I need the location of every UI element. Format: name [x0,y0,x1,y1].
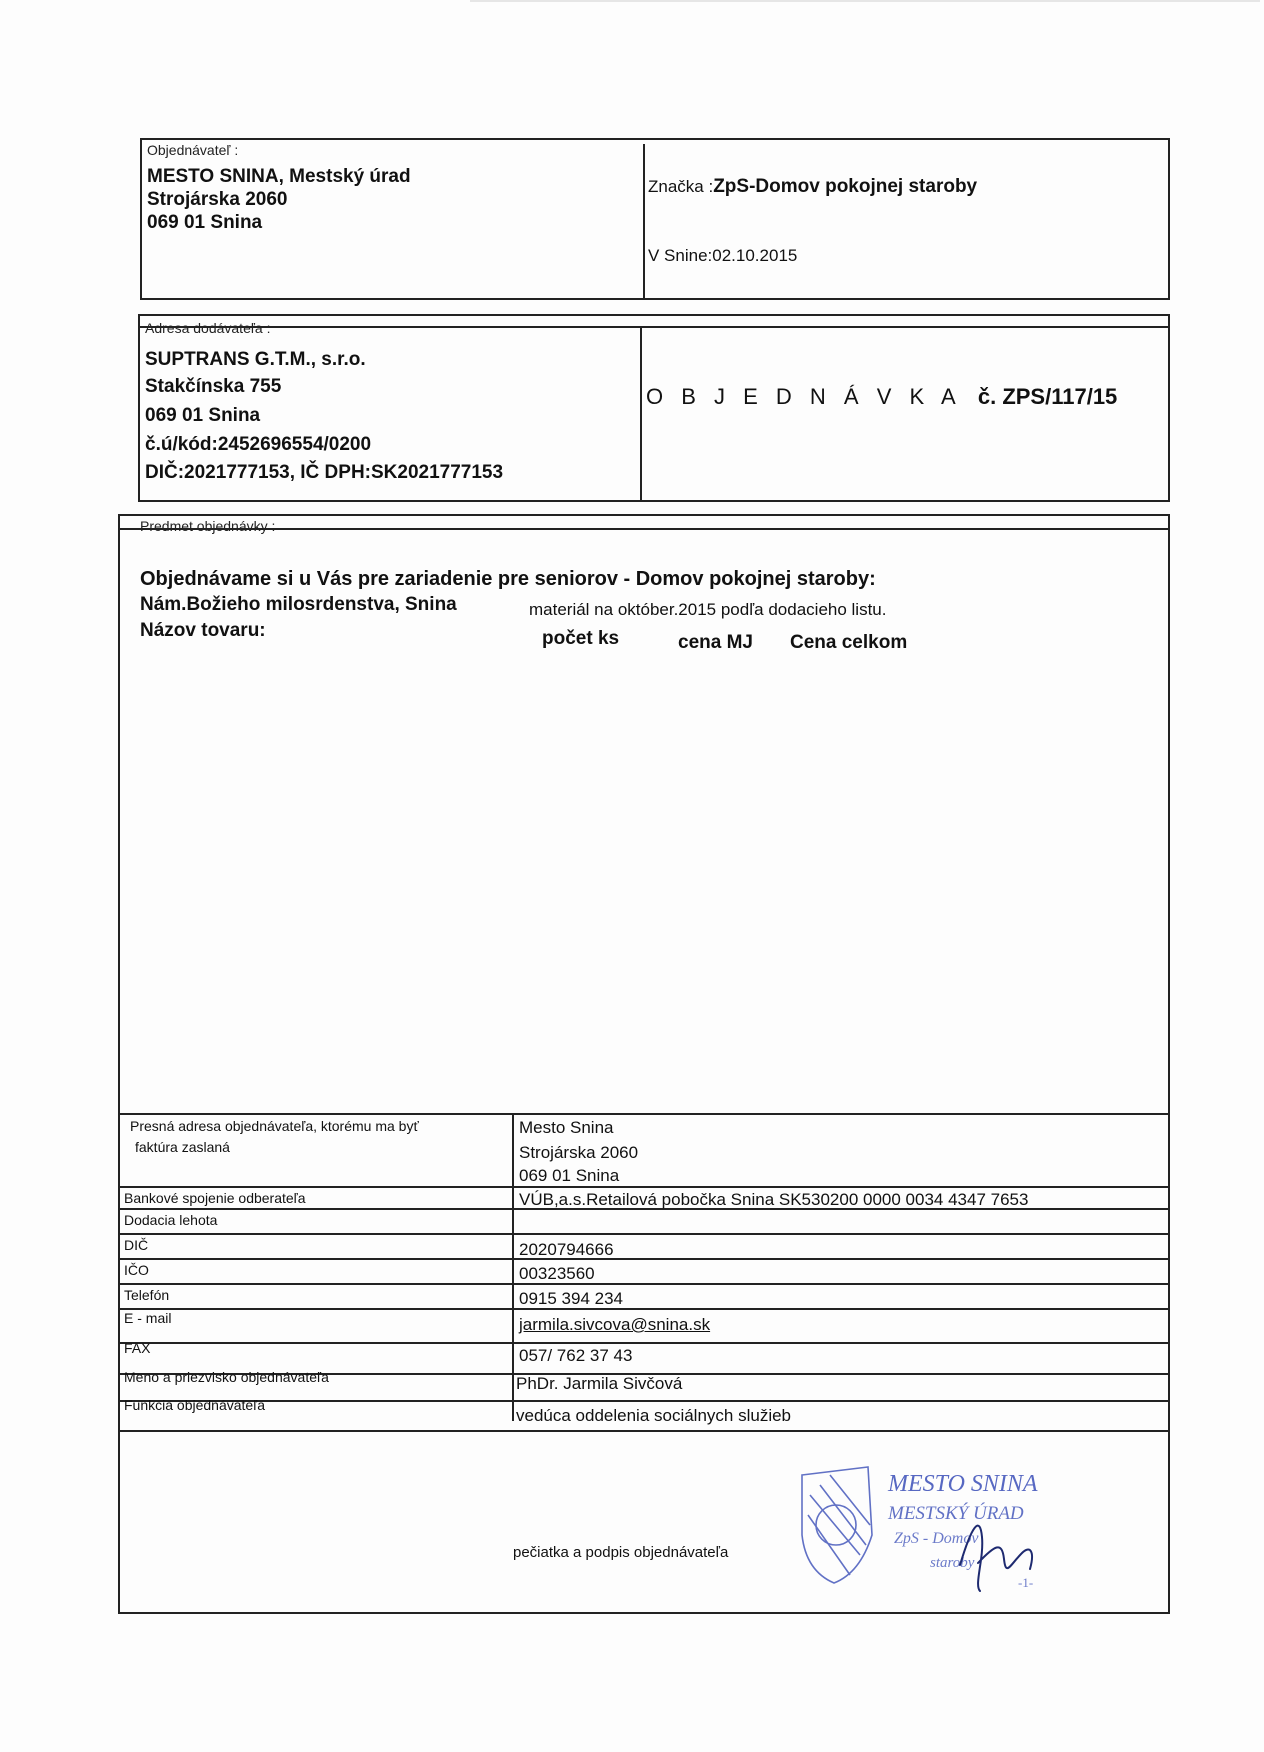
invoice-address-city: 069 01 Snina [519,1166,620,1185]
details-row-rule [118,1258,1170,1260]
orderer-street: Strojárska 2060 [147,189,288,210]
official-stamp [790,1455,1080,1605]
stamp-line-2: MESTSKÝ ÚRAD [888,1503,1024,1524]
order-number: č. ZPS/117/15 [977,384,1118,409]
supplier-name: SUPTRANS G.T.M., s.r.o. [145,349,366,370]
column-total-price: Cena celkom [790,632,908,653]
subject-line2-right: materiál na október.2015 podľa dodacieho listu. [529,600,887,619]
mark-value: ZpS-Domov pokojnej staroby [713,176,978,197]
orderer-label: Objednávateľ : [147,142,239,158]
column-item-name: Názov tovaru: [140,620,266,641]
supplier-top-rule [138,326,1170,328]
supplier-street: Stakčínska 755 [145,376,282,397]
order-heading [646,384,1117,409]
orderer-city: 069 01 Snina [147,212,263,233]
invoice-address-street: Strojárska 2060 [519,1143,639,1162]
column-quantity: počet ks [542,628,620,649]
order-date: V Snine:02.10.2015 [648,246,798,265]
bank-value: VÚB,a.s.Retailová pobočka Snina SK530200 0000 0034 4347 7653 [519,1190,1029,1209]
supplier-account: č.ú/kód:2452696554/0200 [145,434,372,455]
subject-line2-left: Nám.Božieho milosrdenstva, Snina [140,594,457,615]
mark-line [648,176,977,198]
ico-label: IČO [124,1262,149,1278]
supplier-label: Adresa dodávateľa : [145,320,271,336]
invoice-address-label: Presná adresa objednávateľa, ktorému ma byť [130,1118,419,1134]
dic-label: DIČ [124,1237,149,1253]
email-label: E - mail [124,1310,172,1326]
orderer-section [140,138,1170,300]
details-row-rule [118,1308,1170,1310]
orderer-function-value: vedúca oddelenia sociálnych služieb [516,1406,792,1425]
delivery-label: Dodacia lehota [124,1212,218,1228]
details-row-rule [118,1430,1170,1432]
orderer-person-label: Meno a priezvisko objednávateľa [124,1369,329,1385]
scan-edge-mark [470,0,1260,2]
subject-top-rule [118,528,1170,530]
signature-label: pečiatka a podpis objednávateľa [513,1544,729,1561]
details-row-rule [118,1400,1170,1402]
supplier-divider [640,326,642,502]
details-top-rule [118,1113,1170,1115]
stamp-line-5: -1- [1018,1575,1034,1590]
fax-label: FAX [124,1340,151,1356]
stamp-line-3: ZpS - Domov [894,1530,979,1547]
subject-label: Predmet objednávky : [140,518,276,534]
supplier-city: 069 01 Snina [145,405,261,426]
dic-value: 2020794666 [519,1240,614,1259]
invoice-address-label-cont: faktúra zaslaná [135,1139,230,1155]
stamp-line-4: staroby [930,1555,975,1571]
details-row-rule [118,1283,1170,1285]
fax-value: 057/ 762 37 43 [519,1346,633,1365]
orderer-name: MESTO SNINA, Mestský úrad [147,166,411,187]
invoice-address-value: Mesto Snina [519,1118,614,1137]
subject-line1: Objednávame si u Vás pre zariadenie pre seniorov - Domov pokojnej staroby: [140,568,876,590]
orderer-function-label: Funkcia objednávateľa [124,1397,266,1413]
orderer-person-value: PhDr. Jarmila Sivčová [516,1374,683,1393]
supplier-tax-ids: DIČ:2021777153, IČ DPH:SK2021777153 [145,462,504,483]
orderer-divider [643,144,645,300]
phone-value: 0915 394 234 [519,1289,623,1308]
details-row-rule [118,1342,1170,1344]
order-title: O B J E D N Á V K A [646,384,962,409]
details-row-rule [118,1233,1170,1235]
subject-section [118,514,1170,1614]
ico-value: 00323560 [519,1264,595,1283]
details-row-rule [118,1186,1170,1188]
mark-prefix: Značka : [648,177,714,196]
bank-label: Bankové spojenie odberateľa [124,1190,306,1206]
column-unit-price: cena MJ [678,632,753,653]
email-value: jarmila.sivcova@snina.sk [519,1315,711,1334]
stamp-line-1: MESTO SNINA [888,1471,1038,1497]
phone-label: Telefón [124,1287,170,1303]
